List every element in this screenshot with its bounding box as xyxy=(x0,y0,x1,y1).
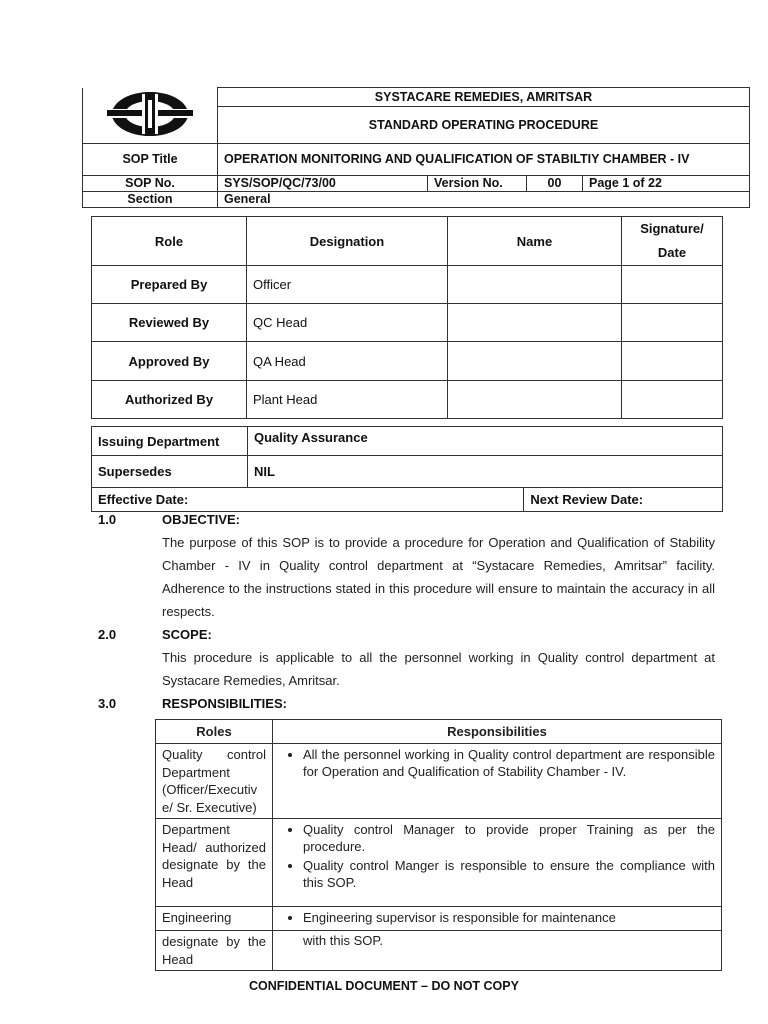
designation-cell: QA Head xyxy=(247,342,448,381)
responsibilities-heading: RESPONSIBILITIES: xyxy=(162,696,287,711)
document-type: STANDARD OPERATING PROCEDURE xyxy=(218,106,750,143)
version-value: 00 xyxy=(527,175,583,191)
role-cell: Reviewed By xyxy=(92,304,247,342)
name-cell xyxy=(448,304,622,342)
signature-cell xyxy=(622,381,723,419)
table-row xyxy=(92,266,723,304)
resp-items-cell xyxy=(273,744,722,819)
version-label: Version No. xyxy=(428,175,527,191)
designation-cell: Plant Head xyxy=(247,381,448,419)
issuing-dept-label: Issuing Department xyxy=(92,427,248,456)
objective-heading: OBJECTIVE: xyxy=(162,512,241,527)
sop-title-label: SOP Title xyxy=(83,143,218,175)
issuing-table xyxy=(91,426,723,512)
responsibilities-header: Responsibilities xyxy=(273,720,722,744)
signature-cell xyxy=(622,304,723,342)
header-table xyxy=(82,87,750,208)
issuing-dept-value: Quality Assurance xyxy=(248,427,723,456)
roles-header: Roles xyxy=(156,720,273,744)
company-logo xyxy=(83,88,217,140)
role-cell: Prepared By xyxy=(92,266,247,304)
table-row xyxy=(92,304,723,342)
table-row xyxy=(92,381,723,419)
sop-no-label: SOP No. xyxy=(83,175,218,191)
effective-date-label: Effective Date: xyxy=(92,488,524,512)
table-row xyxy=(92,342,723,381)
resp-role-cell: designate by the Head xyxy=(156,931,273,971)
approval-table xyxy=(91,216,723,419)
name-header: Name xyxy=(448,217,622,266)
company-name: SYSTACARE REMEDIES, AMRITSAR xyxy=(218,88,750,107)
role-cell: Approved By xyxy=(92,342,247,381)
confidential-footer: CONFIDENTIAL DOCUMENT – DO NOT COPY xyxy=(249,979,519,993)
resp-role-cell: Quality control Department (Officer/Executiv e/ Sr. Executive) xyxy=(156,744,273,819)
sop-no: SYS/SOP/QC/73/00 xyxy=(218,175,428,191)
resp-items-cell xyxy=(273,819,722,907)
signature-cell xyxy=(622,266,723,304)
resp-items-cell xyxy=(273,907,722,931)
scope-heading: SCOPE: xyxy=(162,627,212,642)
designation-cell: Officer xyxy=(247,266,448,304)
table-row xyxy=(156,907,722,931)
resp-role-cell: Engineering xyxy=(156,907,273,931)
role-header: Role xyxy=(92,217,247,266)
responsibilities-table xyxy=(155,719,722,971)
page-number: Page 1 of 22 xyxy=(583,175,750,191)
table-row xyxy=(156,819,722,907)
table-row xyxy=(156,931,722,971)
sop-title: OPERATION MONITORING AND QUALIFICATION OF STABILTIY CHAMBER - IV xyxy=(218,143,750,175)
list-item: • Engineering supervisor is responsible for maintenance xyxy=(303,909,715,926)
supersedes-value: NIL xyxy=(248,456,723,488)
next-review-date-label: Next Review Date: xyxy=(524,488,723,512)
section-value: General xyxy=(218,191,750,207)
objective-number: 1.0 xyxy=(98,512,117,527)
name-cell xyxy=(448,381,622,419)
name-cell xyxy=(448,266,622,304)
resp-items-cell: with this SOP. xyxy=(273,931,722,971)
signature-header: Signature/ xyxy=(640,221,704,236)
signature-cell xyxy=(622,342,723,381)
scope-number: 2.0 xyxy=(98,627,117,642)
objective-text: The purpose of this SOP is to provide a procedure for Operation and Qualification of Stability Chamber - IV in Quality control department at “Systacare Remedies, Amritsar” facility. Adherence to the instructions stated in this procedure will ensure to maintain the accuracy in all respects. xyxy=(162,535,715,619)
scope-text: This procedure is applicable to all the personnel working in Quality control department at Systacare Remedies, Amritsar. xyxy=(162,650,715,688)
signature-date-header xyxy=(622,217,723,266)
table-row xyxy=(156,744,722,819)
list-item: • Quality control Manager to provide proper Training as per the procedure. xyxy=(303,821,715,855)
role-cell: Authorized By xyxy=(92,381,247,419)
date-header: Date xyxy=(657,245,687,260)
responsibilities-number: 3.0 xyxy=(98,696,117,711)
logo-cell xyxy=(83,88,218,144)
section-label: Section xyxy=(83,191,218,207)
name-cell xyxy=(448,342,622,381)
supersedes-label: Supersedes xyxy=(92,456,248,488)
designation-header: Designation xyxy=(247,217,448,266)
resp-role-cell: Department Head/ authorized designate by the Head xyxy=(156,819,273,907)
list-item: • Quality control Manger is responsible to ensure the compliance with this SOP. xyxy=(303,857,715,891)
designation-cell: QC Head xyxy=(247,304,448,342)
list-item: • All the personnel working in Quality control department are responsible for Operation and Qualification of Stability Chamber - IV. xyxy=(303,746,715,780)
